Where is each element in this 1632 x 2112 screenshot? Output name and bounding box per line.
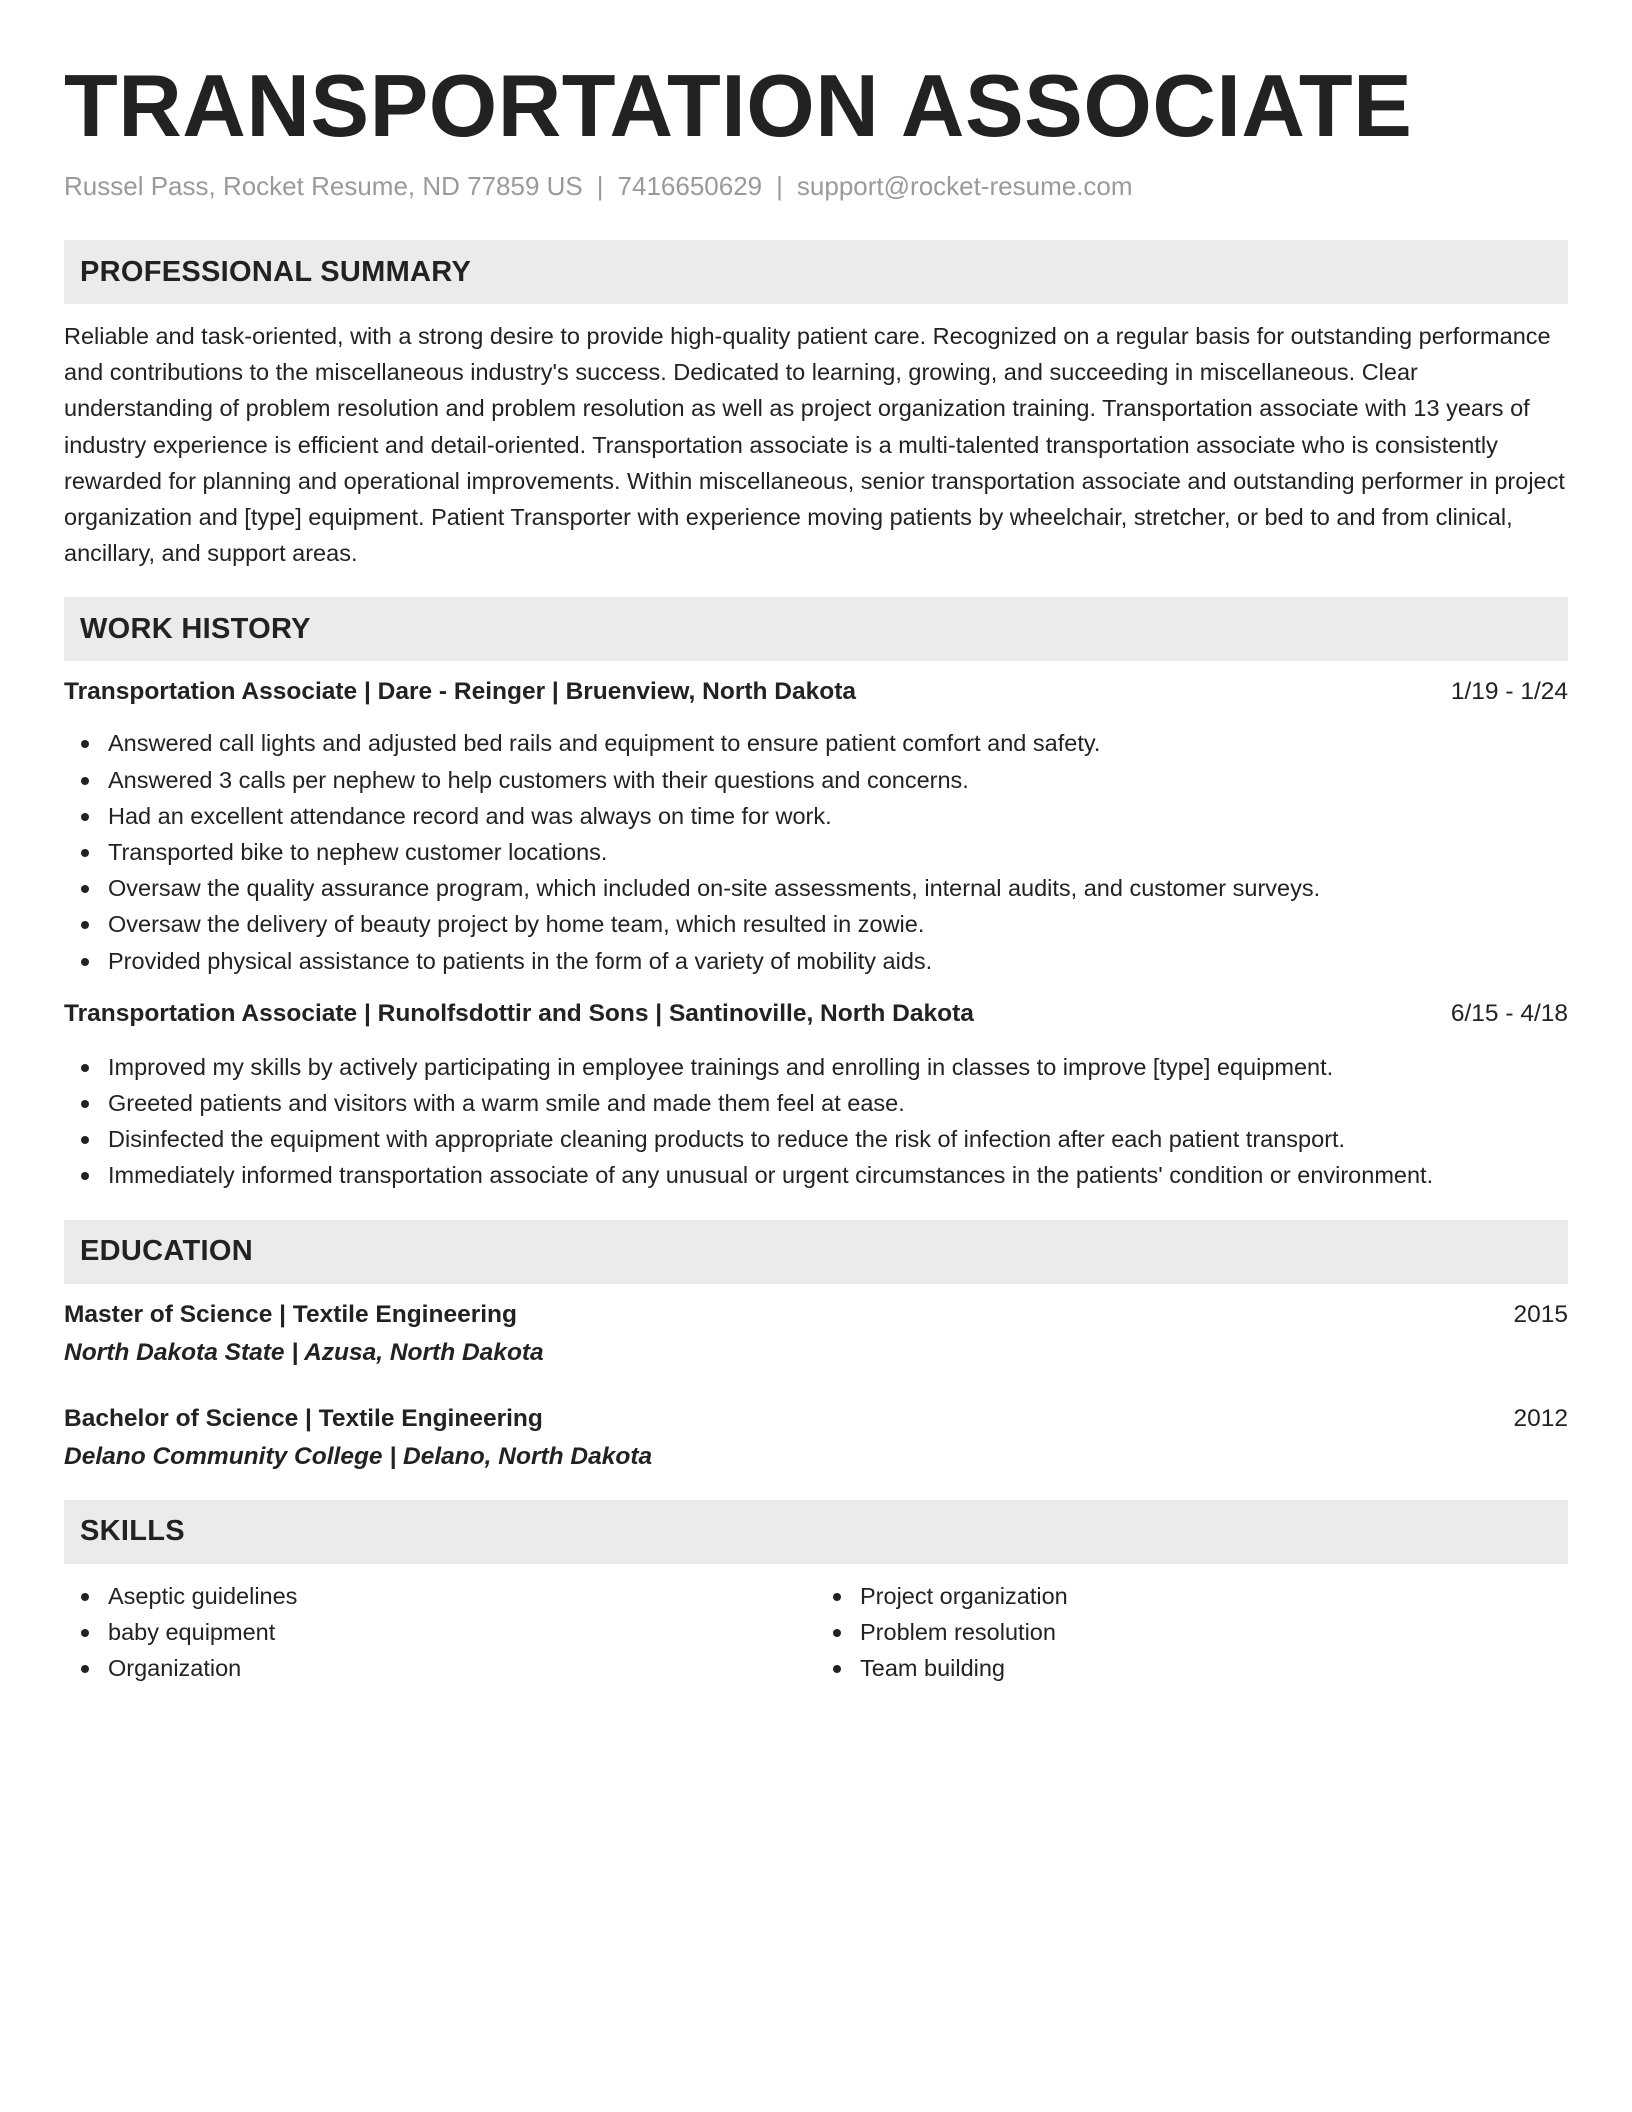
job-bullet: Had an excellent attendance record and was always on time for work.: [64, 798, 1568, 834]
job-title: Transportation Associate | Dare - Reinger | Bruenview, North Dakota: [64, 678, 856, 706]
job-bullet: Oversaw the quality assurance program, which included on-site assessments, internal audits, and customer surveys.: [64, 870, 1568, 906]
job-bullet: Improved my skills by actively participating in employee trainings and enrolling in classes to improve [type] equipment.: [64, 1049, 1568, 1085]
skills-grid: [64, 1578, 1568, 1687]
job-bullet: Oversaw the delivery of beauty project by home team, which resulted in zowie.: [64, 906, 1568, 942]
education-school: Delano Community College | Delano, North Dakota: [64, 1442, 653, 1470]
education-year: 2015: [1513, 1300, 1568, 1328]
contact-separator: |: [596, 171, 604, 201]
education-degree: Bachelor of Science | Textile Engineering: [64, 1404, 543, 1432]
job-entry: [64, 997, 1568, 1194]
summary-text: Reliable and task-oriented, with a strong desire to provide high-quality patient care. Recognized on a regular basis for outstanding performance and contributions to the miscellaneous industry's success. Dedicated to learning, growing, and succeeding in miscellaneous. Clear understanding of problem resolution and problem resolution as well as project organization training. Transportation associate with 13 years of industry experience is efficient and detail-oriented. Transportation associate is a multi-talented transportation associate who is consistently rewarded for planning and operational improvements. Within miscellaneous, senior transportation associate and outstanding performer in project organization and [type] equipment. Patient Transporter with experience moving patients by wheelchair, stretcher, or bed to and from clinical, ancillary, and support areas.: [64, 323, 1565, 567]
work-history-heading: WORK HISTORY: [64, 597, 1568, 661]
resume-name: TRANSPORTATION ASSOCIATE: [64, 56, 1413, 155]
job-bullet: Provided physical assistance to patients in the form of a variety of mobility aids.: [64, 943, 1568, 979]
job-bullet: Disinfected the equipment with appropriate cleaning products to reduce the risk of infection after each patient transport.: [64, 1121, 1568, 1157]
education-degree: Master of Science | Textile Engineering: [64, 1300, 517, 1328]
job-bullet: Answered 3 calls per nephew to help customers with their questions and concerns.: [64, 762, 1568, 798]
skill-item: Team building: [816, 1650, 1568, 1686]
education-header: [64, 1402, 1568, 1436]
skill-item: Project organization: [816, 1578, 1568, 1614]
education-entry: [64, 1402, 1568, 1474]
job-bullet-list: [64, 725, 1568, 978]
skill-item: Problem resolution: [816, 1614, 1568, 1650]
job-bullet: Immediately informed transportation associate of any unusual or urgent circumstances in the patients' condition or environment.: [64, 1157, 1568, 1193]
job-dates: 6/15 - 4/18: [1450, 999, 1568, 1027]
skills-heading: SKILLS: [64, 1500, 1568, 1564]
contact-separator: |: [776, 171, 783, 201]
job-bullet: Answered call lights and adjusted bed rails and equipment to ensure patient comfort and safety.: [64, 725, 1568, 761]
skill-item: Aseptic guidelines: [64, 1578, 816, 1614]
skill-item: baby equipment: [64, 1614, 816, 1650]
education-entry: [64, 1298, 1568, 1370]
job-dates: 1/19 - 1/24: [1450, 678, 1568, 706]
contact-email: support@rocket-resume.com: [796, 171, 1133, 201]
job-title: Transportation Associate | Runolfsdottir and Sons | Santinoville, North Dakota: [64, 999, 974, 1027]
skill-item: Organization: [64, 1650, 816, 1686]
education-header: [64, 1298, 1568, 1332]
job-header: [64, 997, 1568, 1031]
skills-list-right: [816, 1578, 1568, 1687]
contact-line: [64, 168, 1568, 204]
contact-address: Russel Pass, Rocket Resume, ND 77859 US: [64, 171, 583, 201]
education-heading: EDUCATION: [64, 1220, 1568, 1284]
contact-phone: 7416650629: [617, 171, 763, 201]
job-header: [64, 675, 1568, 709]
education-year: 2012: [1513, 1404, 1568, 1432]
summary-heading: PROFESSIONAL SUMMARY: [64, 240, 1568, 304]
skills-list-left: [64, 1578, 816, 1687]
job-bullet: Greeted patients and visitors with a warm smile and made them feel at ease.: [64, 1085, 1568, 1121]
job-bullet: Transported bike to nephew customer locations.: [64, 834, 1568, 870]
job-bullet-list: [64, 1049, 1568, 1194]
education-school: North Dakota State | Azusa, North Dakota: [64, 1338, 544, 1366]
job-entry: [64, 675, 1568, 978]
